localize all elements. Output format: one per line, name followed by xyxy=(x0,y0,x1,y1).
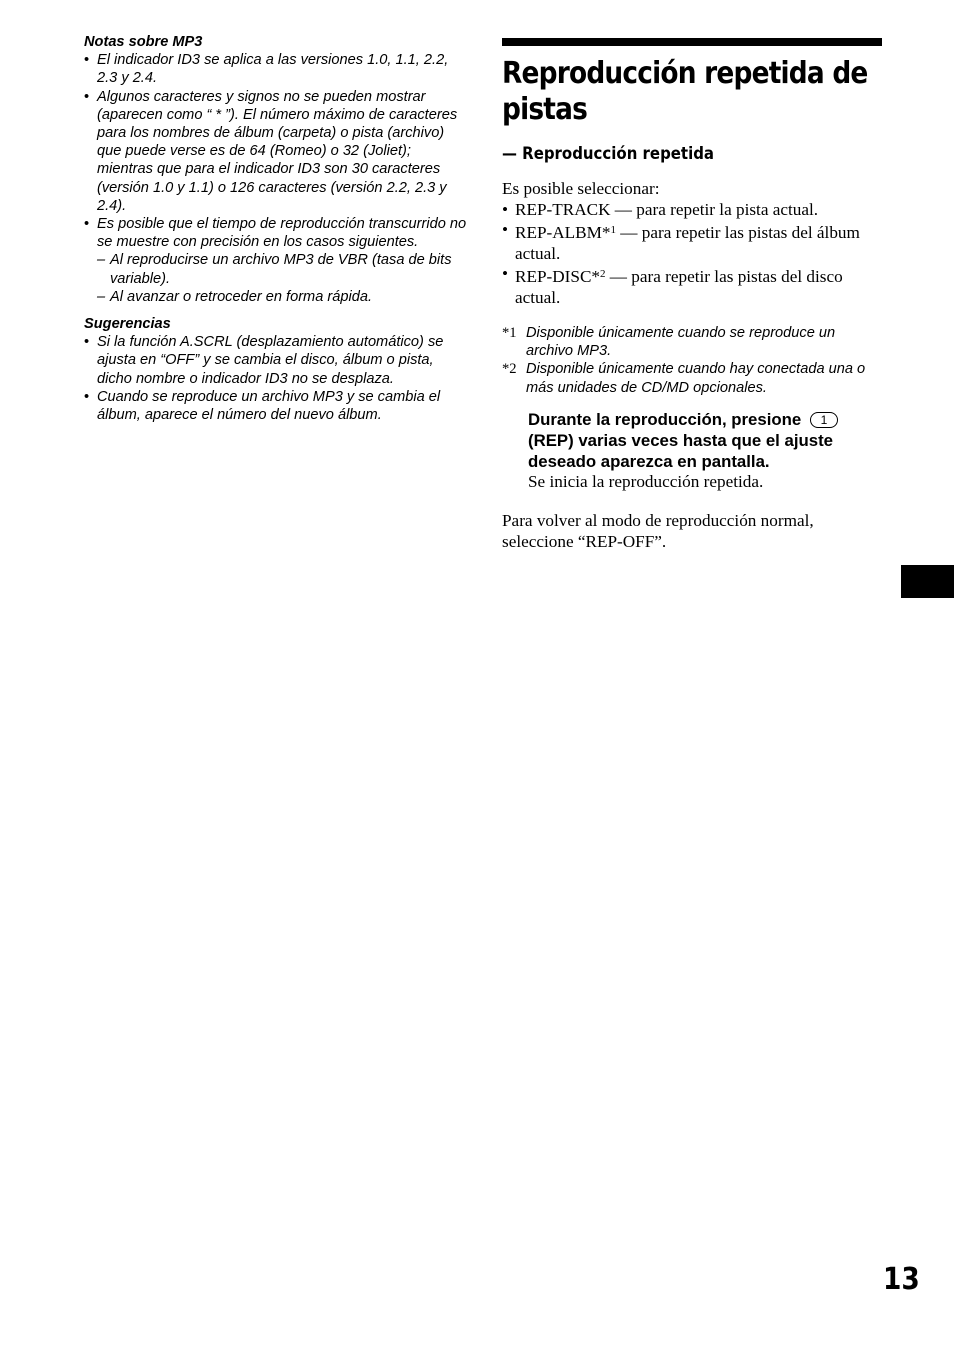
list-item xyxy=(84,88,469,215)
option-label: REP-TRACK xyxy=(515,199,611,219)
notas-heading: Notas sobre MP3 xyxy=(84,34,203,50)
note-text: El indicador ID3 se aplica a las versiones 1.0, 1.1, 2.2, 2.3 y 2.4. xyxy=(97,52,449,87)
list-item xyxy=(502,200,882,221)
page-number: 13 xyxy=(883,1262,920,1297)
footnote-mark: *1 xyxy=(502,325,517,341)
bullet: • xyxy=(502,199,509,219)
sugerencias-heading: Sugerencias xyxy=(84,316,171,333)
footnote-ref: 2 xyxy=(600,268,606,280)
footnotes xyxy=(502,324,882,397)
tip-text: Cuando se reproduce un archivo MP3 y se cambia el álbum, aparece el número del nuevo álbum. xyxy=(97,388,441,424)
sub-note-text: Al avanzar o retroceder en forma rápida. xyxy=(110,288,373,305)
bullet: • xyxy=(84,388,90,405)
list-item xyxy=(502,220,882,264)
instruction-step xyxy=(528,409,882,472)
dash: – xyxy=(97,252,106,269)
option-description: — para repetir las pistas del álbum actual. xyxy=(515,223,860,263)
section-rule xyxy=(502,38,882,46)
closing-text: Para volver al modo de reproducción normal, seleccione “REP-OFF”. xyxy=(502,511,814,551)
right-column xyxy=(502,38,882,570)
notas-list xyxy=(84,51,469,306)
list-item xyxy=(84,215,469,306)
instruction-text: Durante la reproducción, presione xyxy=(528,409,802,429)
spacer xyxy=(84,306,469,315)
footnote-text: Disponible únicamente cuando se reproduce un archivo MP3. xyxy=(526,325,836,360)
instruction-text-continued: (REP) varias veces hasta que el ajuste deseado aparezca en pantalla. xyxy=(528,430,834,471)
left-column xyxy=(84,33,469,424)
bullet: • xyxy=(84,334,90,351)
note-text: Es posible que el tiempo de reproducción transcurrido no se muestre con precisión en los casos siguientes. xyxy=(97,216,467,251)
sugerencias-list xyxy=(84,333,469,424)
repeat-options-list xyxy=(502,200,882,309)
list-item xyxy=(502,264,882,308)
list-item xyxy=(84,51,469,87)
option-label: REP-ALBM* xyxy=(515,223,611,242)
sub-list-item xyxy=(97,251,469,287)
note-text: Algunos caracteres y signos no se pueden mostrar (aparecen como “ * ”). El número máximo de caracteres para los nombres de álbum (carpeta) o pista (archivo) que puede verse es de 64 (Romeo) o 32 (Joliet); mientras que para el indicador ID3 son 30 caracteres (versión 1.0 y 1.1) o 126 caracteres (versión 2.2, 2.3 y 2.4). xyxy=(97,88,458,214)
dash: – xyxy=(97,288,106,305)
list-item xyxy=(84,388,469,424)
bullet: • xyxy=(502,220,509,239)
footnote-text: Disponible únicamente cuando hay conectada una o más unidades de CD/MD opcionales. xyxy=(526,361,866,396)
option-label: REP-DISC* xyxy=(515,267,600,286)
bullet: • xyxy=(84,52,90,69)
notas-sublist xyxy=(97,251,469,306)
section-tab-marker xyxy=(901,565,954,598)
section-title: Reproducción repetida de pistas xyxy=(502,56,868,127)
bullet: • xyxy=(84,88,90,105)
section-subtitle: — Reproducción repetida xyxy=(502,144,715,164)
button-number-icon: 1 xyxy=(810,412,838,428)
bullet: • xyxy=(84,216,90,233)
sub-note-text: Al reproducirse un archivo MP3 de VBR (tasa de bits variable). xyxy=(110,252,452,287)
tip-text: Si la función A.SCRL (desplazamiento automático) se ajusta en “OFF” y se cambia el disco, álbum o pista, dicho nombre o indicador ID3 no se desplaza. xyxy=(97,334,444,387)
option-description: — para repetir la pista actual. xyxy=(610,199,819,219)
footnote xyxy=(502,324,882,360)
bullet: • xyxy=(502,264,509,283)
intro-text: Es posible seleccionar: xyxy=(502,179,660,198)
sub-list-item xyxy=(97,288,469,306)
footnote-mark: *2 xyxy=(502,361,517,378)
list-item xyxy=(84,333,469,388)
footnote-ref: 1 xyxy=(610,224,616,236)
footnote xyxy=(502,360,882,396)
instruction-result: Se inicia la reproducción repetida. xyxy=(528,471,764,491)
option-description: — para repetir las pistas del disco actual. xyxy=(515,267,843,307)
